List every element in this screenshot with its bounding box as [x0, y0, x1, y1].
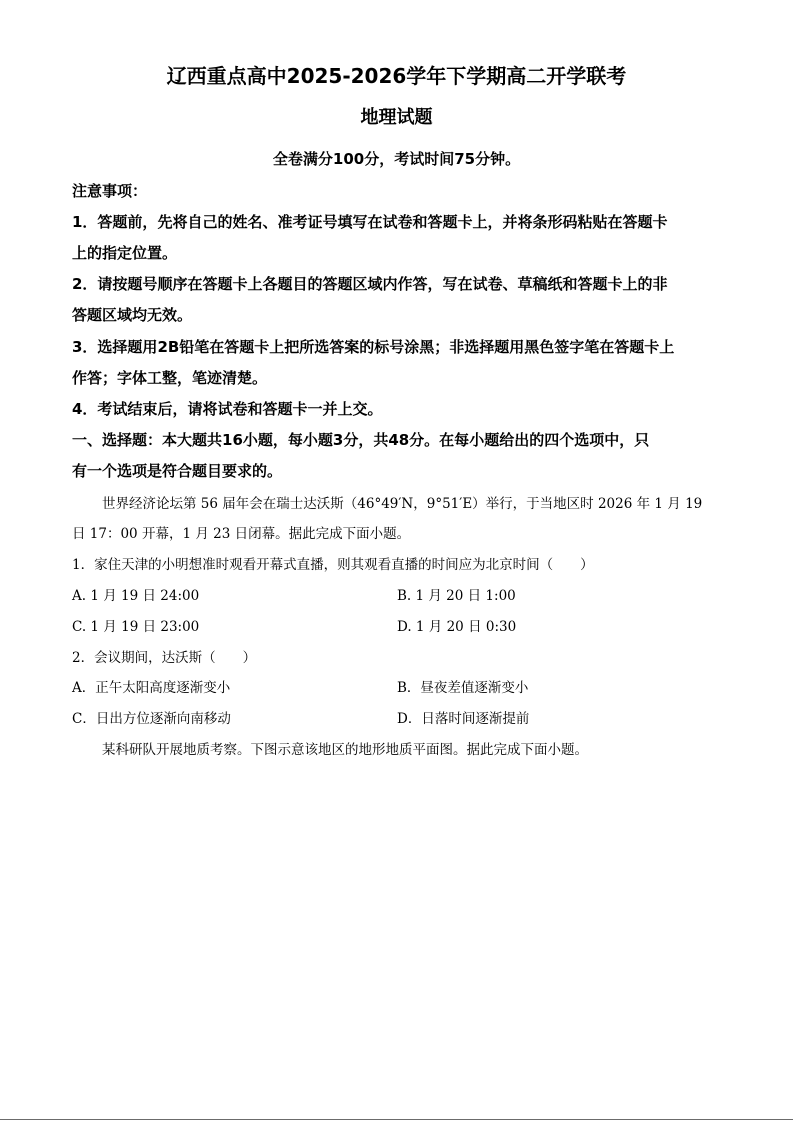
- exam-title: 辽西重点高中2025-2026学年下学期高二开学联考: [166, 64, 627, 88]
- question-1-option-b: B. 1 月 20 日 1:00: [397, 588, 516, 604]
- passage-2: 某科研队开展地质考察。下图示意该地区的地形地质平面图。据此完成下面小题。: [102, 742, 588, 758]
- section-heading: 一、选择题：本大题共16小题，每小题3分，共48分。在每小题给出的四个选项中，只: [72, 431, 650, 449]
- note-line: 答题区域均无效。: [72, 306, 193, 324]
- passage-line: 世界经济论坛第 56 届年会在瑞士达沃斯（46°49′N，9°51′E）举行，于当地区时 2026 年 1 月 19: [102, 496, 703, 512]
- section-heading-cont: 有一个选项是符合题目要求的。: [72, 462, 283, 480]
- page-bottom-rule: [0, 1119, 793, 1120]
- note-line: 2．请按题号顺序在答题卡上各题目的答题区域内作答，写在试卷、草稿纸和答题卡上的非: [72, 275, 668, 293]
- note-line: 上的指定位置。: [72, 244, 178, 262]
- question-2-option-d: D．日落时间逐渐提前: [397, 711, 530, 727]
- subject-title: 地理试题: [360, 107, 433, 128]
- note-line: 1．答题前，先将自己的姓名、准考证号填写在试卷和答题卡上，并将条形码粘贴在答题卡: [72, 213, 668, 231]
- question-2-option-b: B．昼夜差值逐渐变小: [397, 680, 529, 696]
- question-1-option-d: D. 1 月 20 日 0:30: [397, 619, 517, 635]
- question-2-option-c: C．日出方位逐渐向南移动: [72, 711, 231, 727]
- passage-line: 日 17：00 开幕，1 月 23 日闭幕。据此完成下面小题。: [72, 526, 411, 542]
- note-line: 作答；字体工整，笔迹清楚。: [72, 369, 268, 387]
- question-1-stem: 1．家住天津的小明想准时观看开幕式直播，则其观看直播的时间应为北京时间（ ）: [72, 557, 594, 573]
- question-1-option-a: A. 1 月 19 日 24:00: [72, 588, 200, 604]
- exam-meta: 全卷满分100分，考试时间75分钟。: [272, 150, 521, 168]
- question-2-stem: 2．会议期间，达沃斯（ ）: [72, 650, 257, 666]
- question-2-option-a: A．正午太阳高度逐渐变小: [72, 680, 231, 696]
- note-line: 3．选择题用2B铅笔在答题卡上把所选答案的标号涂黑；非选择题用黑色签字笔在答题卡上: [72, 338, 675, 356]
- question-1-option-c: C. 1 月 19 日 23:00: [72, 619, 200, 635]
- notes-heading: 注意事项：: [72, 182, 148, 200]
- note-line: 4．考试结束后，请将试卷和答题卡一并上交。: [72, 400, 383, 418]
